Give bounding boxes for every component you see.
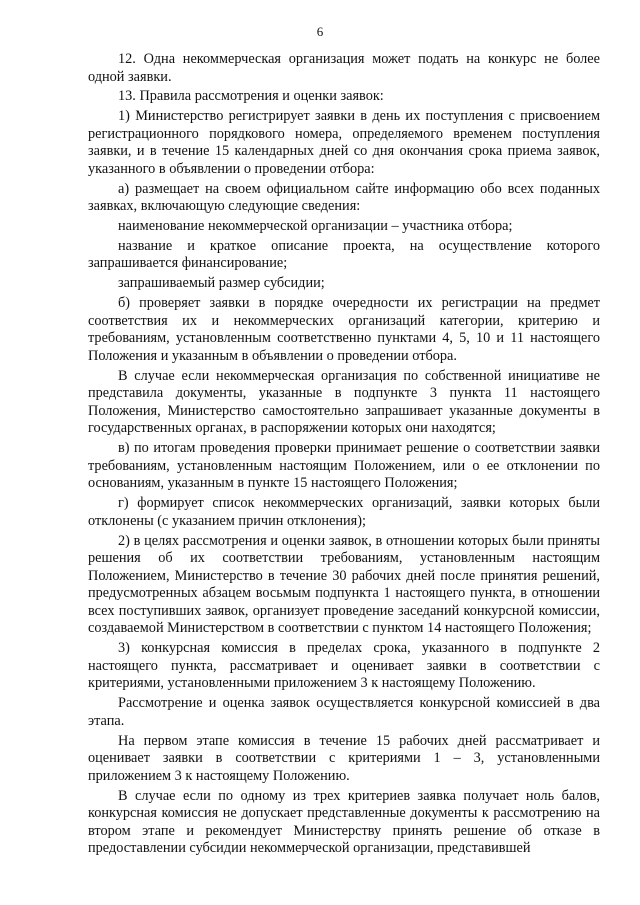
paragraph-13-heading: 13. Правила рассмотрения и оценки заявок: xyxy=(118,88,384,105)
paragraph-13-1: 1) Министерство регистрирует заявки в день их поступления с присвоением регистрационного порядкового номера, определяемого временем поступления заявки, и в течение 15 календарных дней со дня окончания срока приема заявок, указанного в объявлении о проведении отбора: xyxy=(88,108,600,177)
paragraph-first-stage: На первом этапе комиссия в течение 15 рабочих дней рассматривает и оценивает заявки в соответствии с критериями 1 – 3, установленными приложением 3 к настоящему Положению. xyxy=(88,732,600,784)
paragraph-13-3: 3) конкурсная комиссия в пределах срока, указанного в подпункте 2 настоящего пункта, рассматривает и оценивает заявки в соответствии с критериями, установленными приложением 3 к настоящему Положению. xyxy=(88,640,600,692)
paragraph-13-2: 2) в целях рассмотрения и оценки заявок, в отношении которых были приняты решения об их соответствии требованиям, установленным настоящим Положением, Министерство в течение 30 рабочих дней после принятия решений, предусмотренных абзацем восьмым подпункта 1 настоящего пункта, в отношении всех поступивших заявок, организует проведение заседаний конкурсной комиссии, создаваемой Министерством в соответствии с пунктом 14 настоящего Положения; xyxy=(88,532,600,637)
paragraph-zero-score: В случае если по одному из трех критериев заявка получает ноль балов, конкурсная комиссия не допускает представленные документы к рассмотрению на втором этапе и рекомендует Министерству принять решение об отказе в предоставлении субсидии некоммерческой организации, представившей xyxy=(88,787,600,857)
page-number: 6 xyxy=(316,24,324,39)
paragraph-13-1-b: б) проверяет заявки в порядке очередности их регистрации на предмет соответствия их и некоммерческих организаций категории, критерию и требованиям, установленным соответственно пунктами 4, 5, 10 и 11 настоящего Положения и указанным в объявлении о проведении отбора. xyxy=(88,295,600,364)
document-body xyxy=(88,51,600,860)
paragraph-subsidy-size: запрашиваемый размер субсидии; xyxy=(118,275,325,292)
paragraph-13-1-g: г) формирует список некоммерческих организаций, заявки которых были отклонены (с указанием причин отклонения); xyxy=(88,495,600,529)
paragraph-13-1-a: а) размещает на своем официальном сайте информацию обо всех поданных заявках, включающую следующие сведения: xyxy=(88,180,600,215)
paragraph-13-1-v: в) по итогам проведения проверки принимает решение о соответствии заявки требованиям, установленным настоящим Положением, или о ее отклонении по основаниям, указанным в пункте 15 настоящего Положения; xyxy=(88,440,600,492)
paragraph-12: 12. Одна некоммерческая организация может подать на конкурс не более одной заявки. xyxy=(88,51,600,85)
paragraph-two-stages: Рассмотрение и оценка заявок осуществляется конкурсной комиссией в два этапа. xyxy=(88,695,600,729)
paragraph-project-title: название и краткое описание проекта, на осуществление которого запрашивается финансирование; xyxy=(88,237,600,272)
paragraph-org-name: наименование некоммерческой организации – участника отбора; xyxy=(118,218,513,235)
paragraph-documents-request: В случае если некоммерческая организация по собственной инициативе не представила документы, указанные в подпункте 3 пункта 11 настоящего Положения, Министерство самостоятельно запрашивает указанные документы в государственных органах, в распоряжении которых они находятся; xyxy=(88,367,600,437)
